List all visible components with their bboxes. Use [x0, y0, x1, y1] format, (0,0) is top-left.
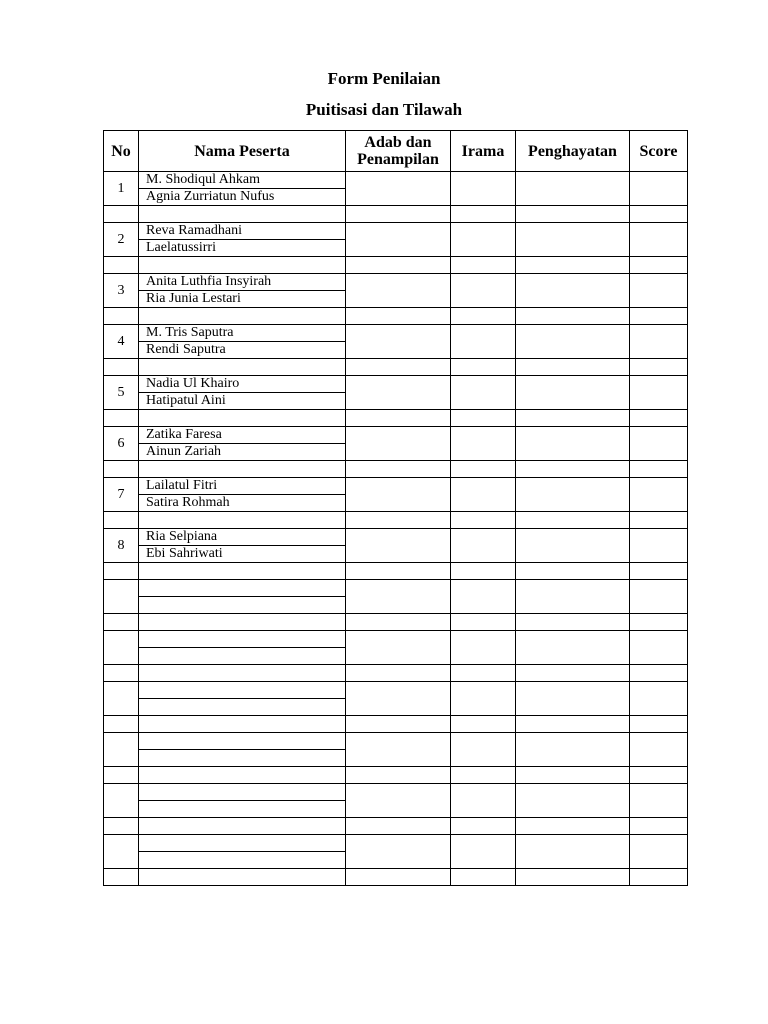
- score-cell: [630, 427, 688, 461]
- spacer-cell: [104, 308, 139, 325]
- spacer-cell: [451, 716, 516, 733]
- table-row: [104, 223, 688, 240]
- spacer-cell: [139, 767, 346, 784]
- spacer-row: [104, 461, 688, 478]
- header-irama: Irama: [451, 131, 516, 172]
- spacer-cell: [630, 665, 688, 682]
- header-no: No: [104, 131, 139, 172]
- irama-cell: [451, 325, 516, 359]
- spacer-cell: [139, 512, 346, 529]
- participant-name: M. Tris Saputra: [139, 325, 346, 342]
- table-row: [104, 835, 688, 852]
- spacer-cell: [346, 614, 451, 631]
- score-cell: [630, 682, 688, 716]
- spacer-cell: [630, 869, 688, 886]
- participant-name: Laelatussirri: [139, 240, 346, 257]
- spacer-cell: [104, 869, 139, 886]
- adab-penampilan-cell: [346, 733, 451, 767]
- header-nama-peserta: Nama Peserta: [139, 131, 346, 172]
- participant-name: Ainun Zariah: [139, 444, 346, 461]
- spacer-cell: [104, 716, 139, 733]
- header-penghayatan: Penghayatan: [516, 131, 630, 172]
- participant-name: [139, 648, 346, 665]
- spacer-cell: [630, 563, 688, 580]
- spacer-cell: [630, 614, 688, 631]
- spacer-cell: [139, 461, 346, 478]
- participant-number: [104, 784, 139, 818]
- spacer-row: [104, 869, 688, 886]
- spacer-cell: [139, 614, 346, 631]
- participant-name: Ebi Sahriwati: [139, 546, 346, 563]
- spacer-cell: [630, 359, 688, 376]
- participant-name: Satira Rohmah: [139, 495, 346, 512]
- score-cell: [630, 325, 688, 359]
- spacer-cell: [451, 614, 516, 631]
- spacer-row: [104, 563, 688, 580]
- irama-cell: [451, 784, 516, 818]
- spacer-row: [104, 257, 688, 274]
- score-cell: [630, 274, 688, 308]
- penghayatan-cell: [516, 784, 630, 818]
- spacer-row: [104, 206, 688, 223]
- spacer-cell: [516, 563, 630, 580]
- spacer-cell: [346, 716, 451, 733]
- spacer-cell: [516, 818, 630, 835]
- irama-cell: [451, 631, 516, 665]
- spacer-cell: [139, 716, 346, 733]
- spacer-row: [104, 512, 688, 529]
- spacer-cell: [451, 359, 516, 376]
- participant-name: [139, 699, 346, 716]
- penghayatan-cell: [516, 427, 630, 461]
- irama-cell: [451, 427, 516, 461]
- score-cell: [630, 580, 688, 614]
- participant-name: [139, 852, 346, 869]
- participant-number: [104, 631, 139, 665]
- participant-name: [139, 750, 346, 767]
- spacer-cell: [451, 257, 516, 274]
- score-cell: [630, 733, 688, 767]
- spacer-cell: [630, 818, 688, 835]
- spacer-cell: [139, 257, 346, 274]
- spacer-row: [104, 818, 688, 835]
- participant-name: [139, 801, 346, 818]
- adab-penampilan-cell: [346, 580, 451, 614]
- table-row: [104, 784, 688, 801]
- header-adab-penampilan: Adab dan Penampilan: [346, 131, 451, 172]
- participant-name: [139, 631, 346, 648]
- spacer-cell: [104, 410, 139, 427]
- penghayatan-cell: [516, 478, 630, 512]
- table-row: [104, 733, 688, 750]
- form-subtitle: Puitisasi dan Tilawah: [305, 100, 463, 119]
- participant-name: [139, 580, 346, 597]
- spacer-cell: [630, 716, 688, 733]
- participant-name: Ria Selpiana: [139, 529, 346, 546]
- spacer-cell: [104, 818, 139, 835]
- participant-number: [104, 733, 139, 767]
- spacer-cell: [516, 767, 630, 784]
- adab-penampilan-cell: [346, 631, 451, 665]
- spacer-cell: [139, 818, 346, 835]
- spacer-cell: [516, 665, 630, 682]
- participant-number: 6: [104, 427, 139, 461]
- spacer-cell: [346, 665, 451, 682]
- participant-number: 5: [104, 376, 139, 410]
- participant-name: [139, 597, 346, 614]
- spacer-cell: [451, 410, 516, 427]
- irama-cell: [451, 580, 516, 614]
- penghayatan-cell: [516, 682, 630, 716]
- spacer-cell: [516, 716, 630, 733]
- score-cell: [630, 529, 688, 563]
- participant-name: [139, 784, 346, 801]
- spacer-cell: [630, 206, 688, 223]
- score-cell: [630, 478, 688, 512]
- adab-penampilan-cell: [346, 529, 451, 563]
- spacer-cell: [104, 767, 139, 784]
- spacer-cell: [139, 563, 346, 580]
- adab-penampilan-cell: [346, 274, 451, 308]
- penghayatan-cell: [516, 529, 630, 563]
- spacer-cell: [630, 461, 688, 478]
- spacer-cell: [451, 206, 516, 223]
- penghayatan-cell: [516, 580, 630, 614]
- spacer-cell: [346, 410, 451, 427]
- spacer-cell: [346, 818, 451, 835]
- participant-number: 3: [104, 274, 139, 308]
- spacer-row: [104, 716, 688, 733]
- spacer-cell: [630, 512, 688, 529]
- spacer-cell: [346, 359, 451, 376]
- adab-penampilan-cell: [346, 325, 451, 359]
- participant-name: Reva Ramadhani: [139, 223, 346, 240]
- participant-number: 8: [104, 529, 139, 563]
- spacer-cell: [139, 869, 346, 886]
- table-row: [104, 631, 688, 648]
- spacer-cell: [346, 563, 451, 580]
- irama-cell: [451, 529, 516, 563]
- adab-penampilan-cell: [346, 223, 451, 257]
- participant-name: M. Shodiqul Ahkam: [139, 172, 346, 189]
- spacer-cell: [516, 512, 630, 529]
- participant-name: Rendi Saputra: [139, 342, 346, 359]
- score-cell: [630, 631, 688, 665]
- table-row: [104, 682, 688, 699]
- penghayatan-cell: [516, 172, 630, 206]
- participant-number: 7: [104, 478, 139, 512]
- table-row: [104, 172, 688, 189]
- spacer-cell: [516, 359, 630, 376]
- penghayatan-cell: [516, 223, 630, 257]
- spacer-cell: [516, 461, 630, 478]
- participant-name: Nadia Ul Khairo: [139, 376, 346, 393]
- penghayatan-cell: [516, 376, 630, 410]
- adab-penampilan-cell: [346, 376, 451, 410]
- spacer-row: [104, 614, 688, 631]
- participant-number: 2: [104, 223, 139, 257]
- participant-number: [104, 682, 139, 716]
- spacer-cell: [139, 665, 346, 682]
- spacer-cell: [139, 308, 346, 325]
- adab-penampilan-cell: [346, 478, 451, 512]
- adab-penampilan-cell: [346, 427, 451, 461]
- header-score: Score: [630, 131, 688, 172]
- penghayatan-cell: [516, 631, 630, 665]
- adab-penampilan-cell: [346, 172, 451, 206]
- table-row: [104, 274, 688, 291]
- score-cell: [630, 835, 688, 869]
- spacer-cell: [346, 257, 451, 274]
- spacer-row: [104, 410, 688, 427]
- spacer-cell: [104, 257, 139, 274]
- participant-name: [139, 733, 346, 750]
- spacer-row: [104, 767, 688, 784]
- table-row: [104, 325, 688, 342]
- irama-cell: [451, 376, 516, 410]
- spacer-cell: [346, 767, 451, 784]
- spacer-cell: [516, 614, 630, 631]
- participant-name: Hatipatul Aini: [139, 393, 346, 410]
- table-row: [104, 427, 688, 444]
- spacer-cell: [346, 869, 451, 886]
- spacer-cell: [346, 206, 451, 223]
- spacer-cell: [516, 869, 630, 886]
- participant-number: 1: [104, 172, 139, 206]
- spacer-cell: [516, 257, 630, 274]
- spacer-cell: [516, 308, 630, 325]
- spacer-row: [104, 359, 688, 376]
- table-row: [104, 529, 688, 546]
- spacer-cell: [516, 206, 630, 223]
- spacer-cell: [346, 308, 451, 325]
- irama-cell: [451, 274, 516, 308]
- irama-cell: [451, 733, 516, 767]
- penghayatan-cell: [516, 733, 630, 767]
- spacer-cell: [451, 767, 516, 784]
- irama-cell: [451, 172, 516, 206]
- penghayatan-cell: [516, 835, 630, 869]
- form-title: Form Penilaian: [327, 69, 441, 88]
- spacer-cell: [104, 614, 139, 631]
- spacer-cell: [346, 512, 451, 529]
- adab-penampilan-cell: [346, 784, 451, 818]
- spacer-cell: [451, 869, 516, 886]
- table-row: [104, 478, 688, 495]
- spacer-row: [104, 308, 688, 325]
- participant-number: [104, 835, 139, 869]
- participant-name: Anita Luthfia Insyirah: [139, 274, 346, 291]
- participant-name: Zatika Faresa: [139, 427, 346, 444]
- irama-cell: [451, 835, 516, 869]
- participant-number: 4: [104, 325, 139, 359]
- spacer-cell: [451, 308, 516, 325]
- spacer-cell: [630, 767, 688, 784]
- irama-cell: [451, 682, 516, 716]
- adab-penampilan-cell: [346, 835, 451, 869]
- irama-cell: [451, 478, 516, 512]
- score-cell: [630, 172, 688, 206]
- spacer-cell: [139, 206, 346, 223]
- spacer-cell: [516, 410, 630, 427]
- participant-name: [139, 835, 346, 852]
- participant-name: Lailatul Fitri: [139, 478, 346, 495]
- table-body: [104, 172, 688, 886]
- spacer-cell: [139, 359, 346, 376]
- spacer-cell: [139, 410, 346, 427]
- spacer-row: [104, 665, 688, 682]
- penghayatan-cell: [516, 274, 630, 308]
- spacer-cell: [104, 665, 139, 682]
- table-row: [104, 580, 688, 597]
- irama-cell: [451, 223, 516, 257]
- spacer-cell: [630, 308, 688, 325]
- penghayatan-cell: [516, 325, 630, 359]
- spacer-cell: [451, 665, 516, 682]
- table-row: [104, 376, 688, 393]
- assessment-table: [103, 130, 688, 886]
- score-cell: [630, 376, 688, 410]
- spacer-cell: [451, 563, 516, 580]
- score-cell: [630, 784, 688, 818]
- spacer-cell: [630, 257, 688, 274]
- spacer-cell: [451, 461, 516, 478]
- spacer-cell: [104, 563, 139, 580]
- spacer-cell: [104, 206, 139, 223]
- spacer-cell: [104, 359, 139, 376]
- spacer-cell: [104, 461, 139, 478]
- score-cell: [630, 223, 688, 257]
- spacer-cell: [451, 512, 516, 529]
- participant-name: Agnia Zurriatun Nufus: [139, 189, 346, 206]
- spacer-cell: [451, 818, 516, 835]
- spacer-cell: [630, 410, 688, 427]
- participant-name: [139, 682, 346, 699]
- spacer-cell: [104, 512, 139, 529]
- spacer-cell: [346, 461, 451, 478]
- table-header-row: [104, 131, 688, 172]
- adab-penampilan-cell: [346, 682, 451, 716]
- participant-name: Ria Junia Lestari: [139, 291, 346, 308]
- participant-number: [104, 580, 139, 614]
